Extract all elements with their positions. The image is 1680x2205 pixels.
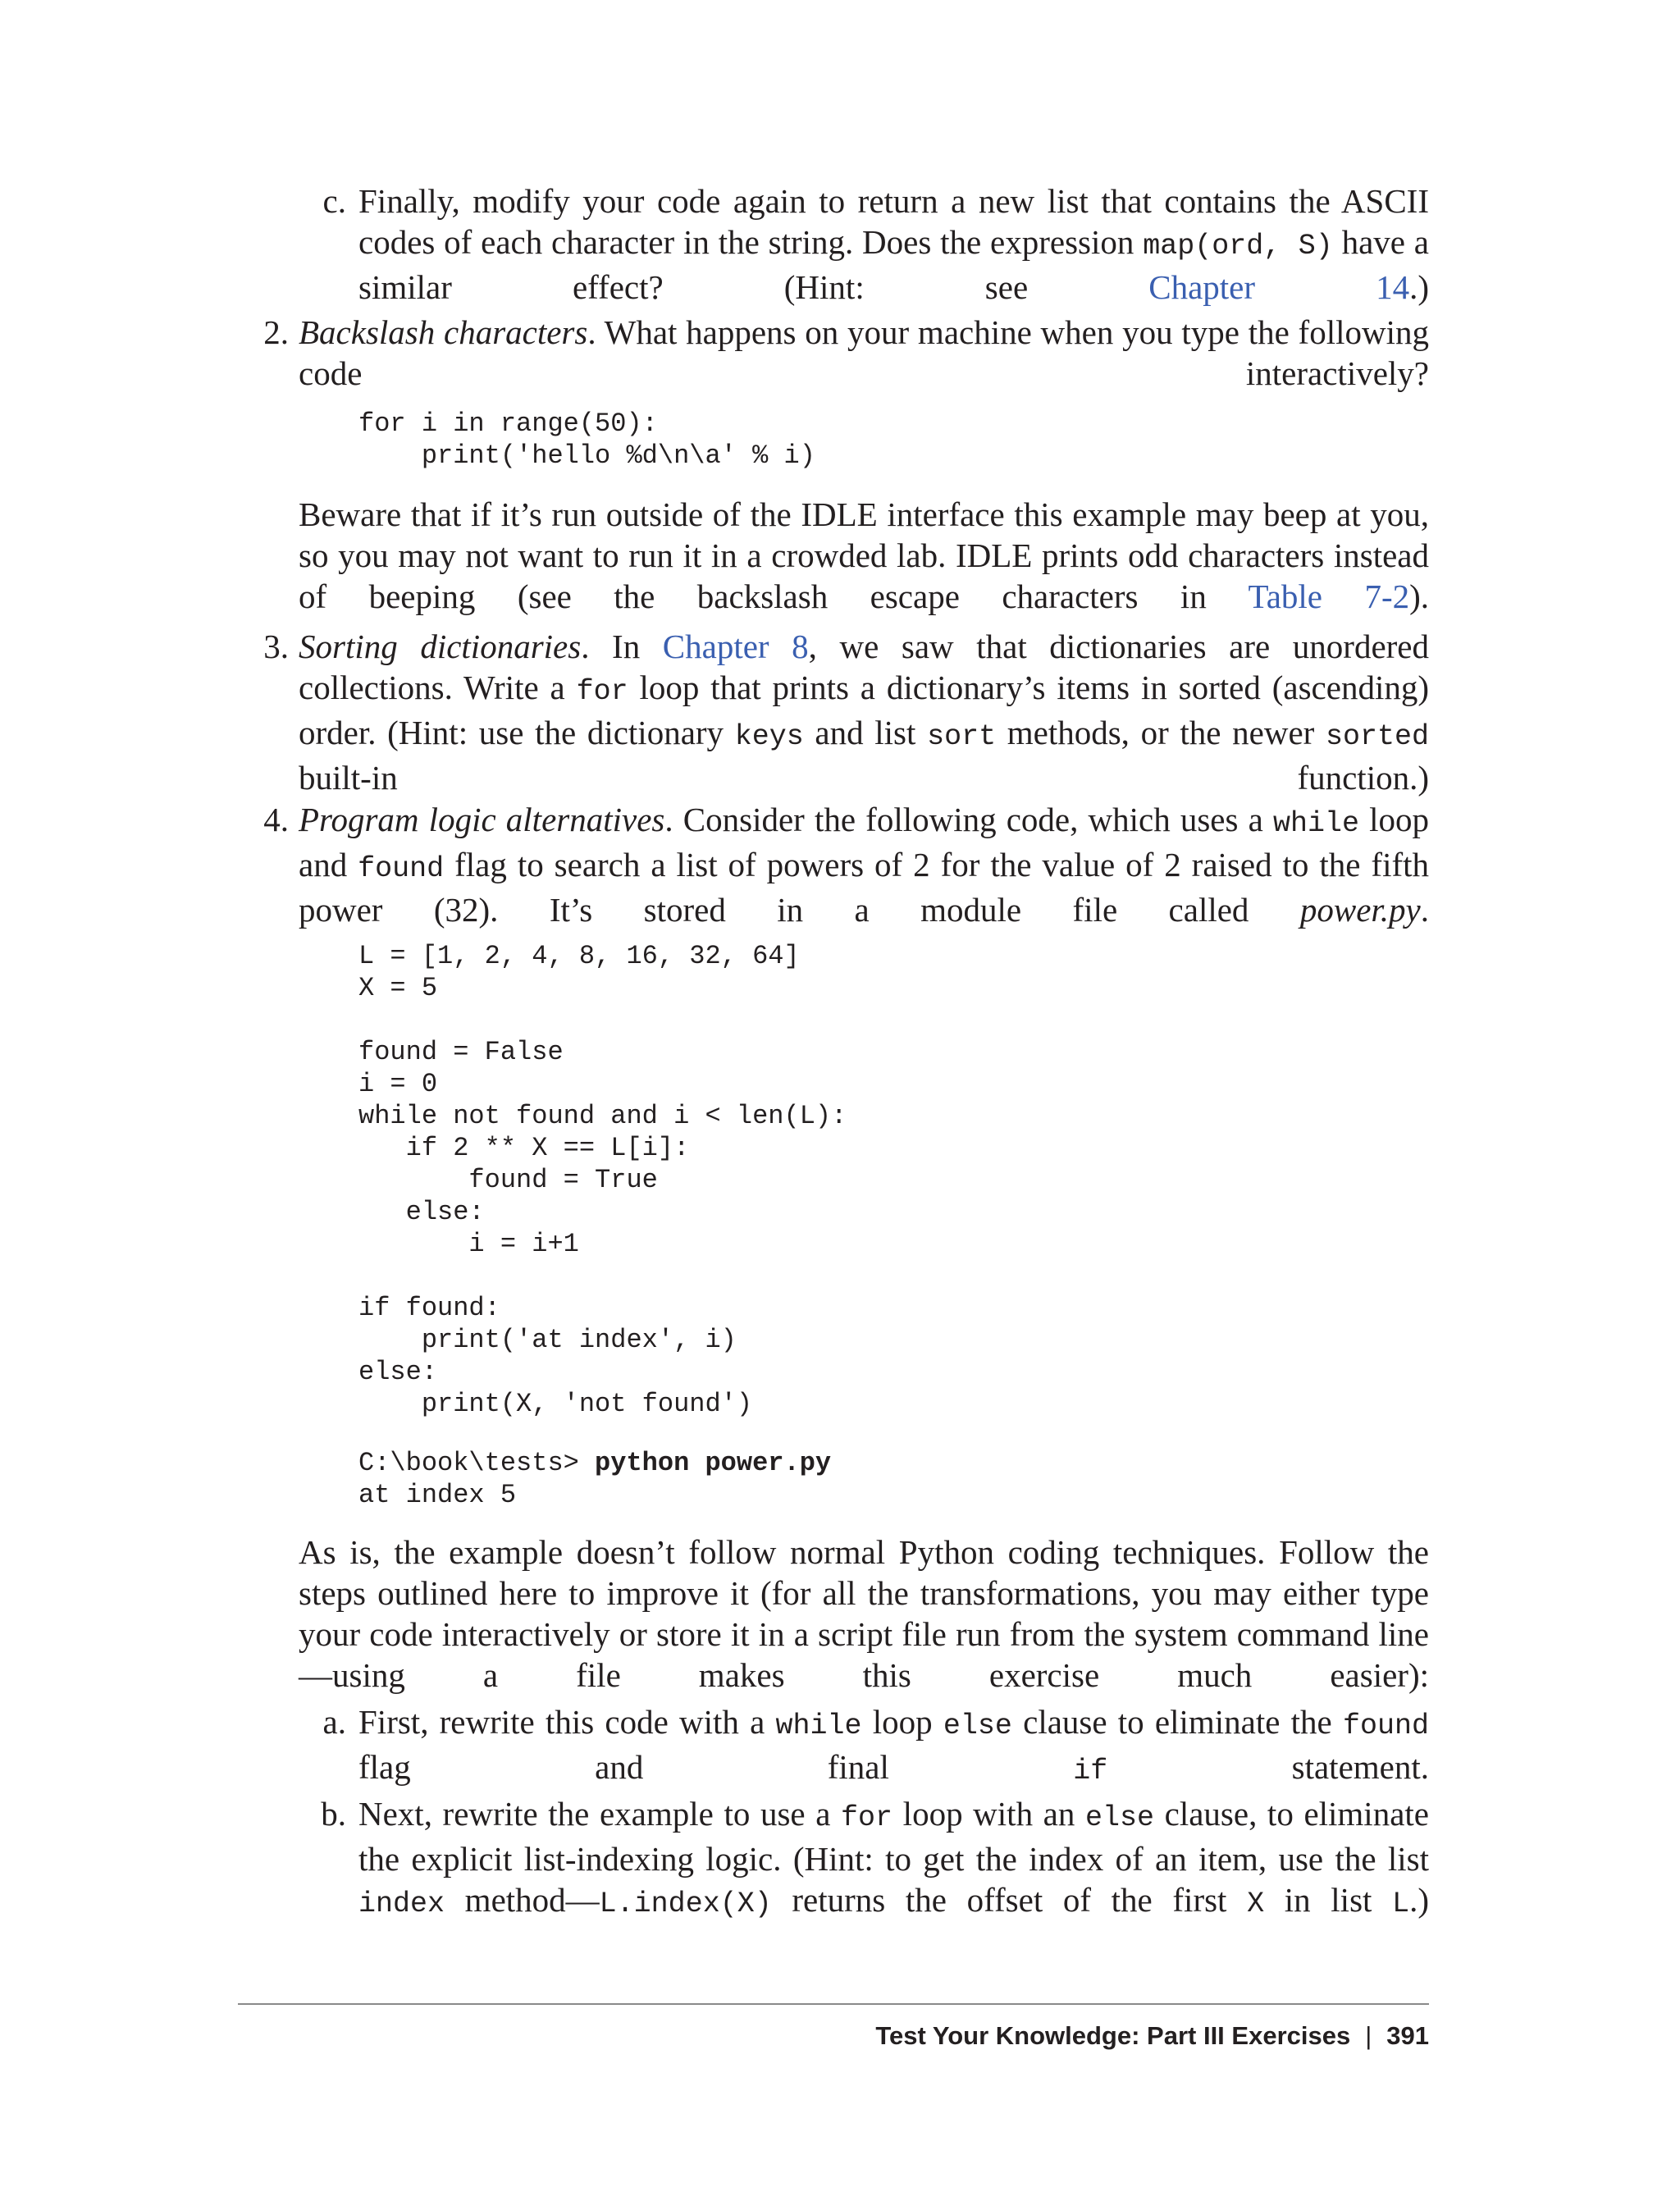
item-2-note: Beware that if it’s run outside of the IDLE interface this example may beep at you, so you may not want to run it in a crowded lab. IDLE prints odd characters instead of beeping (see the backslash escape characters in Table 7-2).: [299, 495, 1430, 615]
item-marker: c.: [322, 182, 346, 220]
item-4-instructions: As is, the example doesn’t follow normal Python coding techniques. Follow the steps outlined here to improve it (for all the transformations, you may either type your code interactively or store it in a script file run from the system command line—using a file makes this exercise much easier):: [299, 1533, 1429, 1694]
chapter-14-link[interactable]: Chapter 14: [1148, 268, 1410, 306]
item-2-text: Backslash characters. What happens on your machine when you type the following code interactively?: [299, 313, 1429, 392]
item-marker: 3.: [263, 628, 289, 665]
item-4a-text: First, rewrite this code with a while loop else clause to eliminate the found flag and final if statement.: [358, 1703, 1429, 1787]
item-4-text: Program logic alternatives. Consider the following code, which uses a while loop and found flag to search a list of powers of 2 for the value of 2 raised to the fifth power (32). It’s stored in a module file called power.py.: [299, 801, 1429, 929]
item-3-text: Sorting dictionaries. In Chapter 8, we saw that dictionaries are unordered collections. Write a for loop that prints a dictionary’s items in sorted (ascending) order. (Hint: use the dictionary keys and list sort methods, or the newer sorted built-in function.): [299, 628, 1430, 797]
page-footer: [875, 2020, 1429, 2052]
running-footer-title: Test Your Knowledge: Part III Exercises: [875, 2021, 1351, 2050]
item-marker: 2.: [263, 313, 289, 351]
item-marker: b.: [321, 1795, 346, 1833]
item-marker: a.: [322, 1703, 346, 1741]
item-c-text: Finally, modify your code again to return a new list that contains the ASCII codes of each character in the string. Does the expression map(ord, S) have a similar effect? (Hint: see Chapter 14.): [358, 182, 1430, 306]
page-number: 391: [1386, 2021, 1429, 2050]
power-code-block: L = [1, 2, 4, 8, 16, 32, 64] X = 5 found = False i = 0 while not found and i < len(L): if 2 ** X == L[i]: found = True else: i = i+1 if found: print('at index', i) else: print(X, 'not found'): [358, 941, 847, 1419]
chapter-8-link[interactable]: Chapter 8: [662, 628, 809, 665]
item-4b-text: Next, rewrite the example to use a for loop with an else clause, to eliminate the explicit list-indexing logic. (Hint: to get the index of an item, use the list index method—L.index(X) returns the offset of the first X in list L.): [358, 1795, 1429, 1920]
table-7-2-link[interactable]: Table 7-2: [1248, 578, 1410, 615]
item-marker: 4.: [263, 801, 289, 838]
command-line: C:\book\tests> python power.py: [358, 1448, 832, 1478]
backslash-code-block: for i in range(50): print('hello %d\n\a' % i): [358, 409, 815, 471]
footer-divider: [238, 2003, 1429, 2005]
command-output: at index 5: [358, 1480, 517, 1510]
footer-separator: |: [1365, 2021, 1372, 2050]
